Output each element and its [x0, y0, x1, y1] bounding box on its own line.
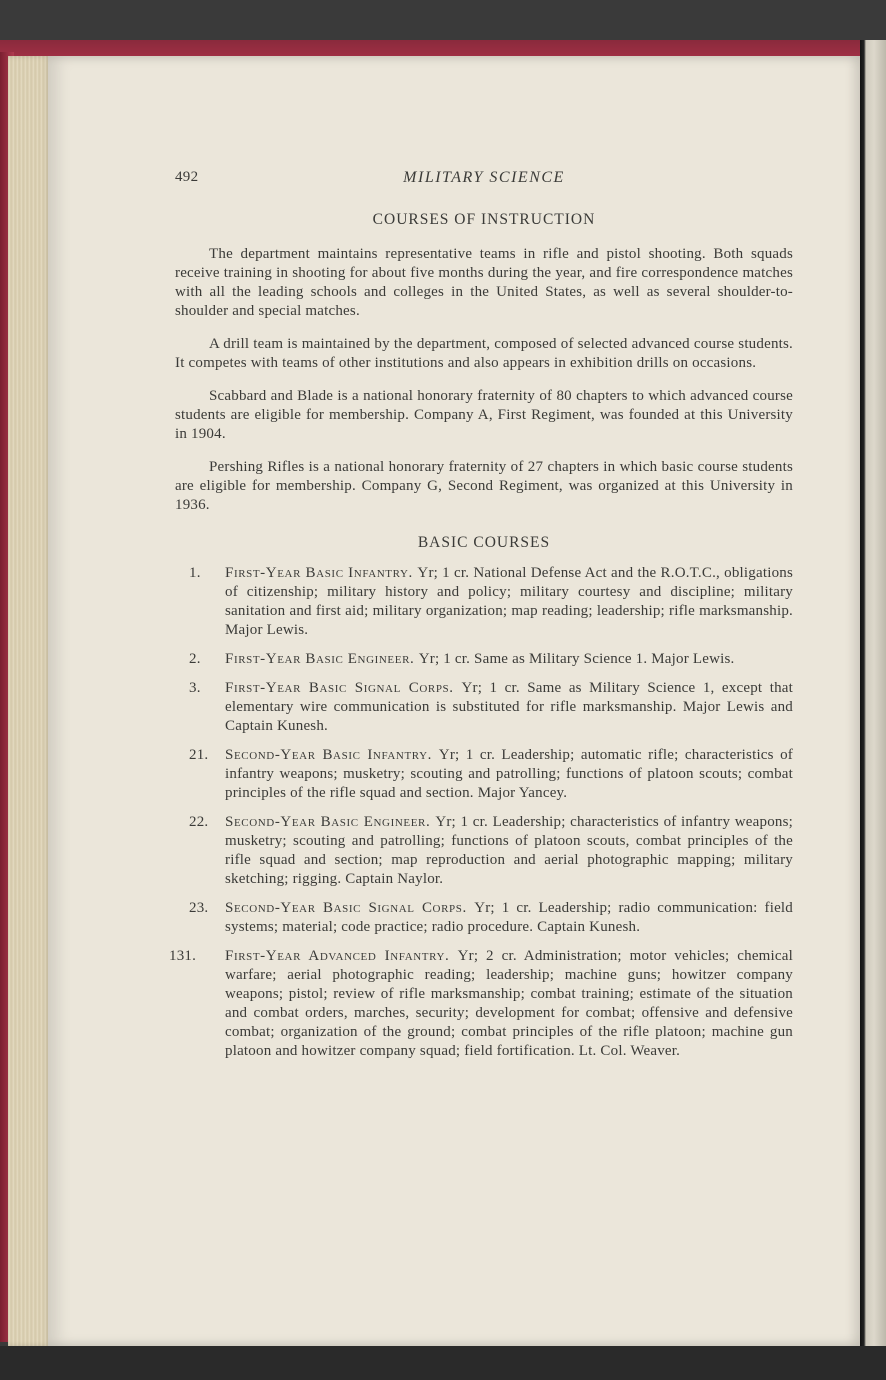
paragraph-rifle-teams: The department maintains representative teams in rifle and pistol shooting. Both squads receive training in shooting for about five months during the year, and fire correspondence matches with all the leading schools and colleges in the United States, as well as several shoulder-to-shoulder and special matches.	[175, 246, 793, 319]
course-entry-21	[175, 746, 793, 803]
page-number: 492	[175, 169, 199, 185]
running-title: MILITARY SCIENCE	[403, 169, 565, 186]
course-entry-22	[175, 813, 793, 889]
running-head	[175, 168, 793, 190]
course-entry-131	[169, 947, 794, 1061]
course-number: 3.	[189, 680, 201, 696]
course-entry-3	[175, 679, 793, 736]
course-description: Yr; 1 cr. National Defense Act and the R.O.T.C., obligations of citizenship; military history and policy; military courtesy and discipline; military sanitation and first aid; military organization; map reading; leadership; rifle marksmanship. Major Lewis.	[225, 565, 794, 638]
course-description: Yr; 1 cr. Leadership; radio communication: field systems; material; code practice; radio procedure. Captain Kunesh.	[225, 900, 793, 935]
section-title-courses-of-instruction: COURSES OF INSTRUCTION	[372, 211, 596, 228]
paragraph-scabbard-and-blade: Scabbard and Blade is a national honorary fraternity of 80 chapters to which advanced course students are eligible for membership. Company A, First Regiment, was founded at this University in 1904.	[175, 388, 793, 442]
course-number: 21.	[189, 747, 209, 763]
course-title: Second-Year Basic Engineer.	[225, 814, 436, 830]
paragraph-pershing-rifles: Pershing Rifles is a national honorary fraternity of 27 chapters in which basic course students are eligible for membership. Company G, Second Regiment, was organized at this University in 1936.	[175, 459, 793, 513]
background-bottom	[0, 1346, 886, 1380]
course-entry-2	[175, 650, 793, 669]
course-title: First-Year Basic Engineer.	[225, 651, 419, 667]
course-entry-23	[175, 899, 793, 937]
page-content	[169, 168, 794, 1071]
course-description: Yr; 1 cr. Same as Military Science 1, except that elementary wire communication is substituted for rifle marksmanship. Major Lewis and Captain Kunesh.	[225, 680, 793, 734]
course-title: Second-Year Basic Signal Corps.	[225, 900, 475, 916]
facing-page-edge	[860, 40, 886, 1380]
course-number: 1.	[189, 565, 201, 581]
paragraph-drill-team: A drill team is maintained by the department, composed of selected advanced course students. It competes with teams of other institutions and also appears in exhibition drills on occasions.	[175, 336, 793, 371]
course-title: Second-Year Basic Infantry.	[225, 747, 439, 763]
page-edges	[8, 56, 52, 1346]
course-description: Yr; 2 cr. Administration; motor vehicles; chemical warfare; aerial photographic reading; leadership; machine guns; howitzer company weapons; pistol; review of rifle marksmanship; combat training; estimate of the situation and combat orders, marches, security; development for combat; offensive and defensive combat; organization of the ground; combat principles of the rifle platoon; machine gun platoon and howitzer company squad; field fortification. Lt. Col. Weaver.	[225, 948, 794, 1059]
course-description: Yr; 1 cr. Leadership; characteristics of infantry weapons; musketry; scouting and patrolling; functions of platoon scouts, combat principles of the rifle squad and section; map reproduction and aerial photographic mapping; military sketching; rigging. Captain Naylor.	[225, 814, 793, 887]
course-description: Yr; 1 cr. Leadership; automatic rifle; characteristics of infantry weapons; musketry; scouting and patrolling; functions of platoon scouts; combat principles of the rifle squad and section. Major Yancey.	[225, 747, 793, 801]
course-description: Yr; 1 cr. Same as Military Science 1. Major Lewis.	[418, 651, 735, 667]
course-entry-1	[175, 564, 793, 640]
course-number: 22.	[189, 814, 209, 830]
course-title: First-Year Basic Infantry.	[225, 565, 418, 581]
section-title-basic-courses: BASIC COURSES	[417, 534, 551, 551]
course-number: 2.	[189, 651, 201, 667]
course-title: First-Year Advanced Infantry.	[225, 948, 458, 964]
course-number: 131.	[169, 948, 197, 964]
course-number: 23.	[189, 900, 209, 916]
course-title: First-Year Basic Signal Corps.	[225, 680, 462, 696]
